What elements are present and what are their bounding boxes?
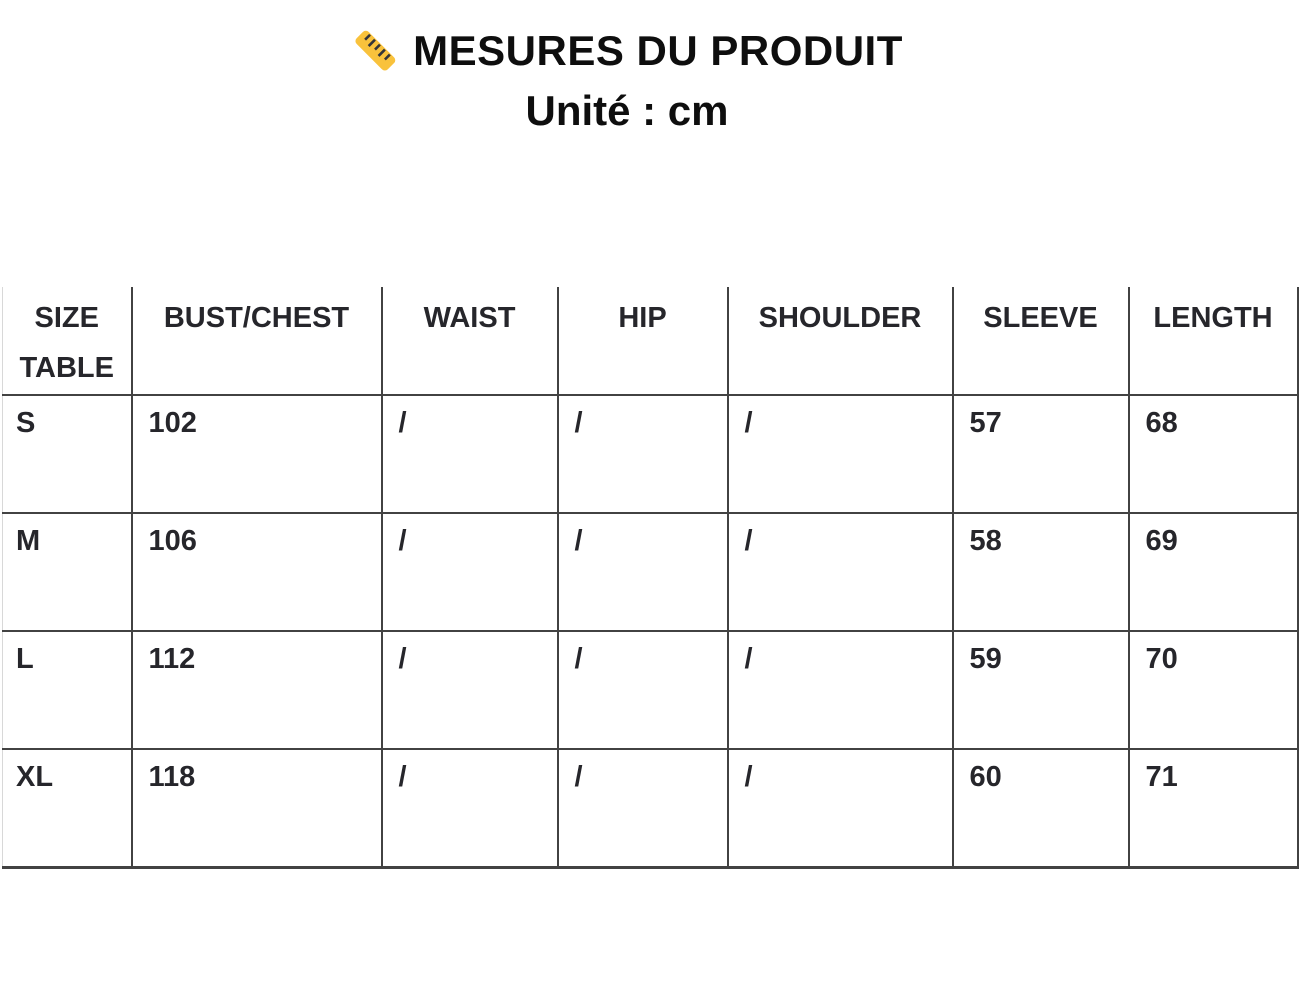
header-cell-waist: WAIST [382,287,558,395]
cell-waist: / [382,749,558,867]
cell-bust-chest: 102 [132,395,382,513]
cell-bust-chest: 118 [132,749,382,867]
unit-subtitle: Unité : cm [525,87,729,134]
title-block [0,22,1254,140]
cell-shoulder: / [728,513,953,631]
cell-size: S [3,395,132,513]
header-cell-size-table: SIZE TABLE [3,287,132,395]
cell-length: 69 [1129,513,1298,631]
cell-length: 71 [1129,749,1298,867]
cell-shoulder: / [728,749,953,867]
cell-hip: / [558,749,728,867]
cell-size: M [3,513,132,631]
page-title [0,22,1254,80]
header-cell-hip: HIP [558,287,728,395]
cell-sleeve: 58 [953,513,1129,631]
cell-length: 70 [1129,631,1298,749]
header-cell-shoulder: SHOULDER [728,287,953,395]
page-title-text: MESURES DU PRODUIT [413,27,903,74]
size-table [2,287,1299,869]
cell-shoulder: / [728,395,953,513]
cell-sleeve: 60 [953,749,1129,867]
cell-hip: / [558,513,728,631]
cell-waist: / [382,513,558,631]
cell-sleeve: 59 [953,631,1129,749]
cell-hip: / [558,395,728,513]
header-cell-sleeve: SLEEVE [953,287,1129,395]
cell-sleeve: 57 [953,395,1129,513]
cell-waist: / [382,395,558,513]
table-row-xl [3,749,1298,867]
cell-waist: / [382,631,558,749]
cell-length: 68 [1129,395,1298,513]
header-cell-length: LENGTH [1129,287,1298,395]
table-row-m [3,513,1298,631]
cell-hip: / [558,631,728,749]
ruler-icon [351,27,399,75]
cell-size: L [3,631,132,749]
table-row-l [3,631,1298,749]
cell-size: XL [3,749,132,867]
cell-bust-chest: 106 [132,513,382,631]
cell-shoulder: / [728,631,953,749]
header-row [3,287,1298,395]
cell-bust-chest: 112 [132,631,382,749]
table-row-s [3,395,1298,513]
header-cell-bust-chest: BUST/CHEST [132,287,382,395]
